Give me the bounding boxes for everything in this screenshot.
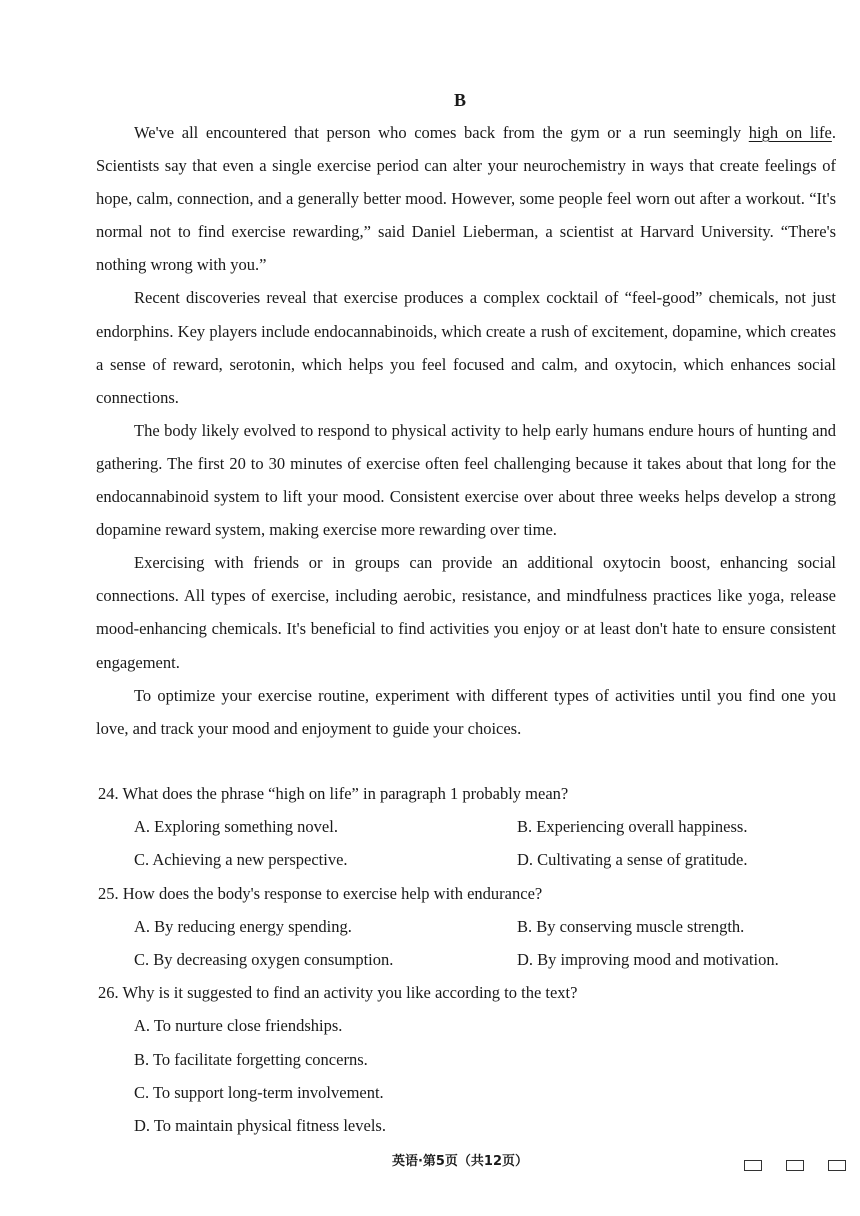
question-24-options-row-1 [98,810,842,843]
paragraph-4: Exercising with friends or in groups can provide an additional oxytocin boost, enhancing social connections. All types of exercise, including aerobic, resistance, and mindfulness practices like yoga, release mood-enhancing chemicals. It's beneficial to find activities you enjoy or at least don't hate to ensure consistent engagement. [96,553,836,672]
question-26-option-a[interactable]: A. To nurture close friendships. [134,1016,343,1036]
question-25-options-row-1 [98,910,842,943]
paragraph-5: To optimize your exercise routine, experiment with different types of activities until you find one you love, and track your mood and enjoyment to guide your choices. [96,685,836,738]
paragraph-3: The body likely evolved to respond to physical activity to help early humans endure hours of hunting and gathering. The first 20 to 30 minutes of exercise often feel challenging because it takes about that long for the endocannabinoid system to lift your mood. Consistent exercise over about three weeks helps develop a strong dopamine reward system, making exercise more rewarding over time. [96,420,836,540]
question-24-options-row-2 [98,843,842,876]
paragraph-1-start: We've all encountered that person who comes back from the gym or a run seemingly [134,123,749,142]
question-24-option-c[interactable]: C. Achieving a new perspective. [134,850,348,870]
underlined-phrase: high on life [748,123,832,142]
question-25-option-c[interactable]: C. By decreasing oxygen consumption. [134,949,394,969]
question-24-option-b[interactable]: B. Experiencing overall happiness. [517,817,748,837]
reading-passage [96,116,836,745]
question-25-option-b[interactable]: B. By conserving muscle strength. [517,916,745,936]
question-26-option-d[interactable]: D. To maintain physical fitness levels. [134,1115,386,1135]
score-box-icon [744,1160,762,1171]
question-25-option-a[interactable]: A. By reducing energy spending. [134,916,352,936]
question-26-option-b[interactable]: B. To facilitate forgetting concerns. [134,1049,368,1069]
question-list [98,777,842,1142]
paragraph-2: Recent discoveries reveal that exercise produces a complex cocktail of “feel-good” chemicals, not just endorphins. Key players include endocannabinoids, which create a rush of excitement, dopamine, which creates a sense of reward, serotonin, which helps you feel focused and calm, and oxytocin, which enhances social connections. [96,288,836,407]
question-26-option-c[interactable]: C. To support long-term involvement. [134,1082,384,1102]
question-24-option-a[interactable]: A. Exploring something novel. [134,817,338,837]
question-26-stem: 26. Why is it suggested to find an activity you like according to the text? [98,983,578,1003]
paragraph-1-rest: . Scientists say that even a single exercise period can alter your neurochemistry in ways that create feelings of hope, calm, connection, and a generally better mood. However, some people feel worn out after a workout. “It's normal not to find exercise rewarding,” said Daniel Lieberman, a scientist at Harvard University. “There's nothing wrong with you.” [96,123,836,275]
paragraph-1 [96,116,836,281]
question-24-option-d[interactable]: D. Cultivating a sense of gratitude. [517,850,748,870]
question-25-option-d[interactable]: D. By improving mood and motivation. [517,949,779,969]
question-25-stem: 25. How does the body's response to exercise help with endurance? [98,883,543,903]
score-boxes [744,1160,846,1171]
section-title: B [453,90,466,110]
question-25-options-row-2 [98,943,842,976]
question-24-stem: 24. What does the phrase “high on life” in paragraph 1 probably mean? [98,784,569,803]
score-box-icon [786,1160,804,1171]
page-footer: 英语·第5页（共12页） [391,1154,529,1169]
score-box-icon [828,1160,846,1171]
